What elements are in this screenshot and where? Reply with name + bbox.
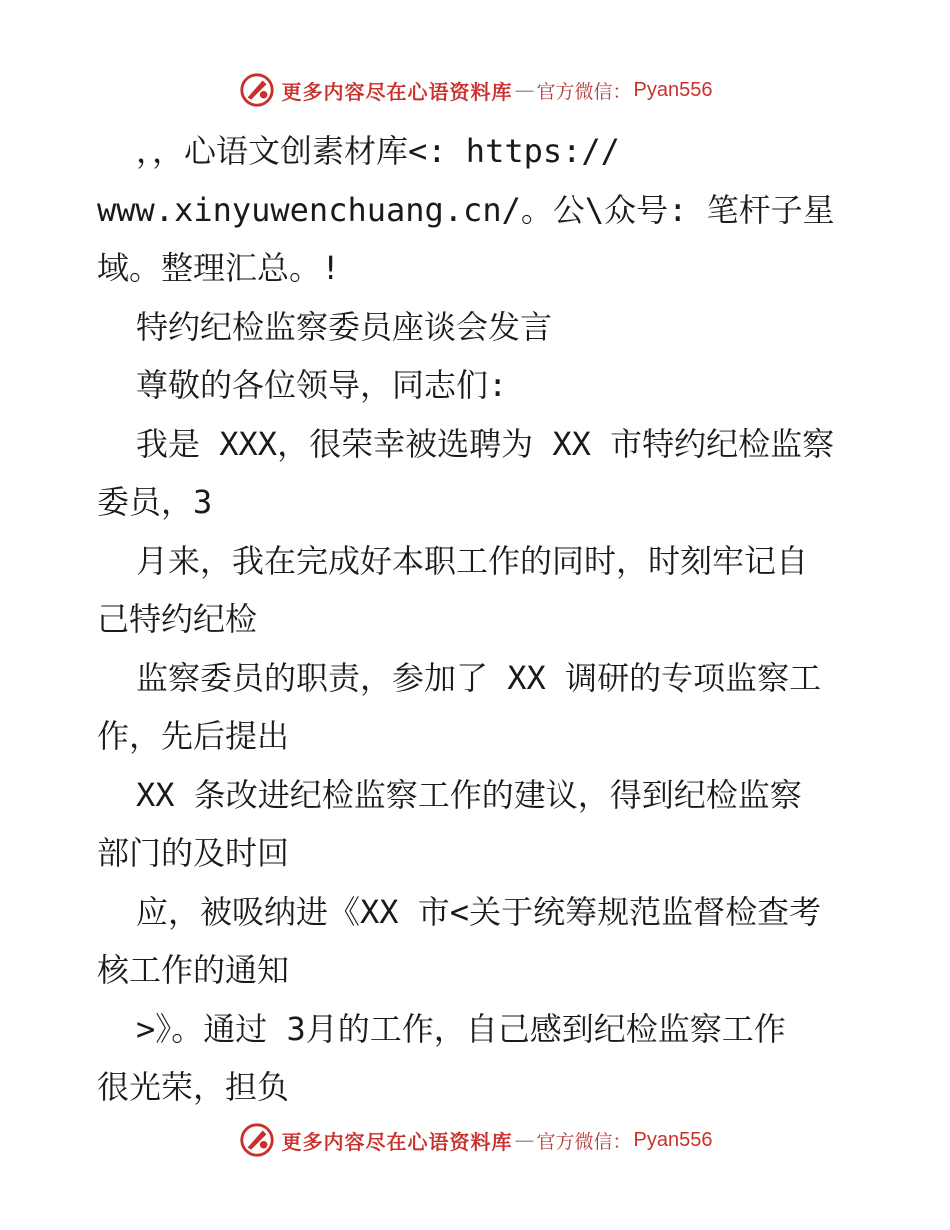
text-line: 我是 XXX，很荣幸被选聘为 XX 市特约纪检监察 [136,424,835,463]
banner-dash: — [514,78,535,102]
text-line: 己特约纪检 [97,600,258,638]
banner-wechat-id: Pyan556 [633,78,713,101]
text-line: ，，心语文创素材库<: https:// [136,132,620,170]
banner-wechat-label: 官方微信： [536,1130,632,1153]
text-line: XX 条改进纪检监察工作的建议，得到纪检监察 [136,775,802,814]
text-line: 域。整理汇总。! [97,249,341,287]
brand-logo-icon [238,1121,276,1159]
document-body [97,122,877,1117]
banner-dash: — [514,1128,535,1152]
banner-title: 更多内容尽在心语资料库 [281,79,513,104]
banner-title: 更多内容尽在心语资料库 [281,1129,513,1154]
text-line: 部门的及时回 [97,834,290,872]
text-line: 尊敬的各位领导，同志们: [136,366,508,404]
text-line: 作，先后提出 [97,717,290,755]
banner-wechat-id: Pyan556 [633,1128,713,1151]
text-line: 核工作的通知 [97,951,290,989]
text-line: 委员，3 [97,483,213,521]
header-banner [0,70,950,110]
text-line: 很光荣，担负 [97,1068,290,1106]
text-line: 应，被吸纳进《XX 市<关于统筹规范监督检查考 [136,892,822,931]
footer-banner [0,1120,950,1160]
text-line: www.xinyuwenchuang.cn/。公\众号: 笔杆子星 [97,190,835,229]
text-line: >》。通过 3月的工作，自己感到纪检监察工作 [136,1009,786,1048]
text-line: 特约纪检监察委员座谈会发言 [136,307,553,346]
brand-logo-icon [238,71,276,109]
text-line: 月来，我在完成好本职工作的同时，时刻牢记自 [136,541,809,580]
text-line: 监察委员的职责，参加了 XX 调研的专项监察工 [136,658,822,697]
banner-wechat-label: 官方微信： [536,80,632,103]
